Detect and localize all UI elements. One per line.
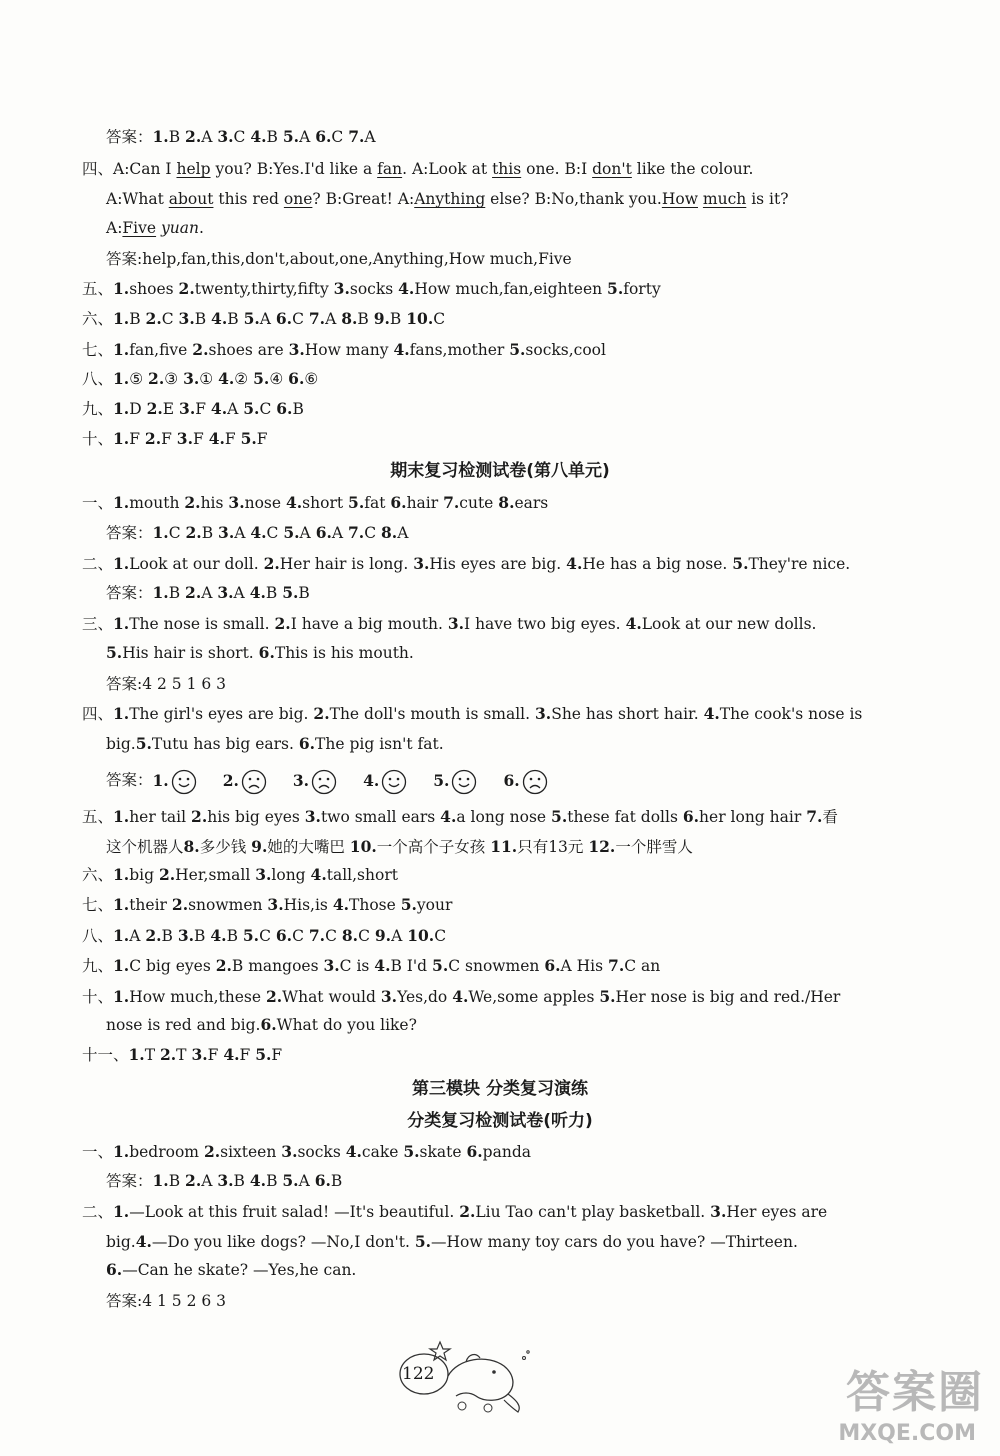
sad-face-icon: 6. [503, 765, 547, 797]
section-6: 六、1.B 2.C 3.B 4.B 5.A 6.C 7.A 8.B 9.B 10.C [82, 309, 446, 328]
unit8-section-9: 九、1.C big eyes 2.B mangoes 3.C is 4.B I'd 5.C snowmen 6.A His 7.C an [82, 956, 661, 975]
listening-section-2-answer: 答案:4 1 5 2 6 3 [106, 1292, 227, 1310]
smiley-face-icon: 5. [433, 765, 477, 797]
unit8-section-1-answer: 答案：1.C 2.B 3.A 4.C 5.A 6.A 7.C 8.A [106, 523, 409, 542]
unit8-section-10: 十、1.How much,these 2.What would 3.Yes,do 4.We,some apples 5.Her nose is big and red./Her [82, 987, 841, 1006]
heading-module3: 第三模块 分类复习演练 [412, 1079, 588, 1099]
unit8-section-4: 四、1.The girl's eyes are big. 2.The doll's mouth is small. 3.She has short hair. 4.The cook's nose is [82, 704, 863, 723]
page-number-decoration [396, 1336, 536, 1420]
unit8-section-6: 六、1.big 2.Her,small 3.long 4.tall,short [82, 865, 398, 884]
listening-section-1-answer: 答案：1.B 2.A 3.B 4.B 5.A 6.B [106, 1171, 343, 1190]
unit8-section-5-cont: 这个机器人8.多少钱 9.她的大嘴巴 10.一个高个子女孩 11.只有13元 12.一个胖雪人 [106, 837, 693, 856]
unit8-section-4-cont: big.5.Tutu has big ears. 6.The pig isn't fat. [106, 734, 444, 753]
watermark-title: 答案圈 [846, 1367, 984, 1418]
section-5: 五、1.shoes 2.twenty,thirty,fifty 3.socks 4.How much,fan,eighteen 5.forty [82, 279, 661, 298]
listening-section-2-cont: big.4.—Do you like dogs? —No,I don't. 5.—How many toy cars do you have? —Thirteen. [106, 1232, 798, 1251]
dialogue-line-3: A:Five yuan. [106, 219, 204, 237]
unit8-section-10-cont: nose is red and big.6.What do you like? [106, 1015, 417, 1034]
unit8-section-11: 十一、1.T 2.T 3.F 4.F 5.F [82, 1045, 283, 1064]
unit8-section-3-answer: 答案:4 2 5 1 6 3 [106, 675, 227, 693]
unit8-section-5: 五、1.her tail 2.his big eyes 3.two small ears 4.a long nose 5.these fat dolls 6.her long hair 7.看 [82, 807, 838, 826]
unit8-section-7: 七、1.their 2.snowmen 3.His,is 4.Those 5.your [82, 895, 453, 914]
watermark [840, 1356, 990, 1446]
unit8-section-1: 一、1.mouth 2.his 3.nose 4.short 5.fat 6.hair 7.cute 8.ears [82, 493, 549, 512]
listening-section-2-cont2: 6.—Can he skate? —Yes,he can. [106, 1260, 357, 1279]
answer-line-1: 答案：1.B 2.A 3.C 4.B 5.A 6.C 7.A [106, 127, 376, 146]
section-9: 九、1.D 2.E 3.F 4.A 5.C 6.B [82, 399, 304, 418]
unit8-section-2-answer: 答案：1.B 2.A 3.A 4.B 5.B [106, 583, 310, 602]
watermark-url: MXQE.COM [838, 1421, 976, 1446]
smiley-face-icon: 4. [363, 765, 407, 797]
heading-listening: 分类复习检测试卷(听力) [407, 1111, 593, 1131]
heading-unit8: 期末复习检测试卷(第八单元) [390, 461, 610, 481]
section-7: 七、1.fan,five 2.shoes are 3.How many 4.fans,mother 5.socks,cool [82, 340, 606, 359]
unit8-section-3-cont: 5.His hair is short. 6.This is his mouth. [106, 643, 414, 662]
unit8-section-8: 八、1.A 2.B 3.B 4.B 5.C 6.C 7.C 8.C 9.A 10.C [82, 926, 447, 945]
dialogue-line-2: A:What about this red one? B:Great! A:Anything else? B:No,thank you.How much is it? [106, 190, 789, 208]
smiley-face-icon: 1. [153, 765, 197, 797]
dialogue-answer: 答案:help,fan,this,don't,about,one,Anything,How much,Five [106, 250, 572, 268]
section-8: 八、1.⑤ 2.③ 3.① 4.② 5.④ 6.⑥ [82, 369, 319, 388]
unit8-section-3: 三、1.The nose is small. 2.I have a big mouth. 3.I have two big eyes. 4.Look at our new dolls. [82, 614, 817, 633]
sad-face-icon: 3. [293, 765, 337, 797]
listening-section-2: 二、1.—Look at this fruit salad! —It's beautiful. 2.Liu Tao can't play basketball. 3.Her eyes are [82, 1202, 828, 1221]
dialogue-line-1: 四、A:Can I help you? B:Yes.I'd like a fan. A:Look at this one. B:I don't like the colour. [82, 160, 754, 178]
sad-face-icon: 2. [223, 765, 267, 797]
unit8-section-2: 二、1.Look at our doll. 2.Her hair is long. 3.His eyes are big. 4.He has a big nose. 5.They're nice. [82, 554, 851, 573]
listening-section-1: 一、1.bedroom 2.sixteen 3.socks 4.cake 5.skate 6.panda [82, 1142, 531, 1161]
unit8-section-4-answer: 答案：1. 2. 3. 4. 5. 6. [106, 764, 574, 797]
section-10: 十、1.F 2.F 3.F 4.F 5.F [82, 429, 268, 448]
page-number: 122 [402, 1364, 435, 1384]
